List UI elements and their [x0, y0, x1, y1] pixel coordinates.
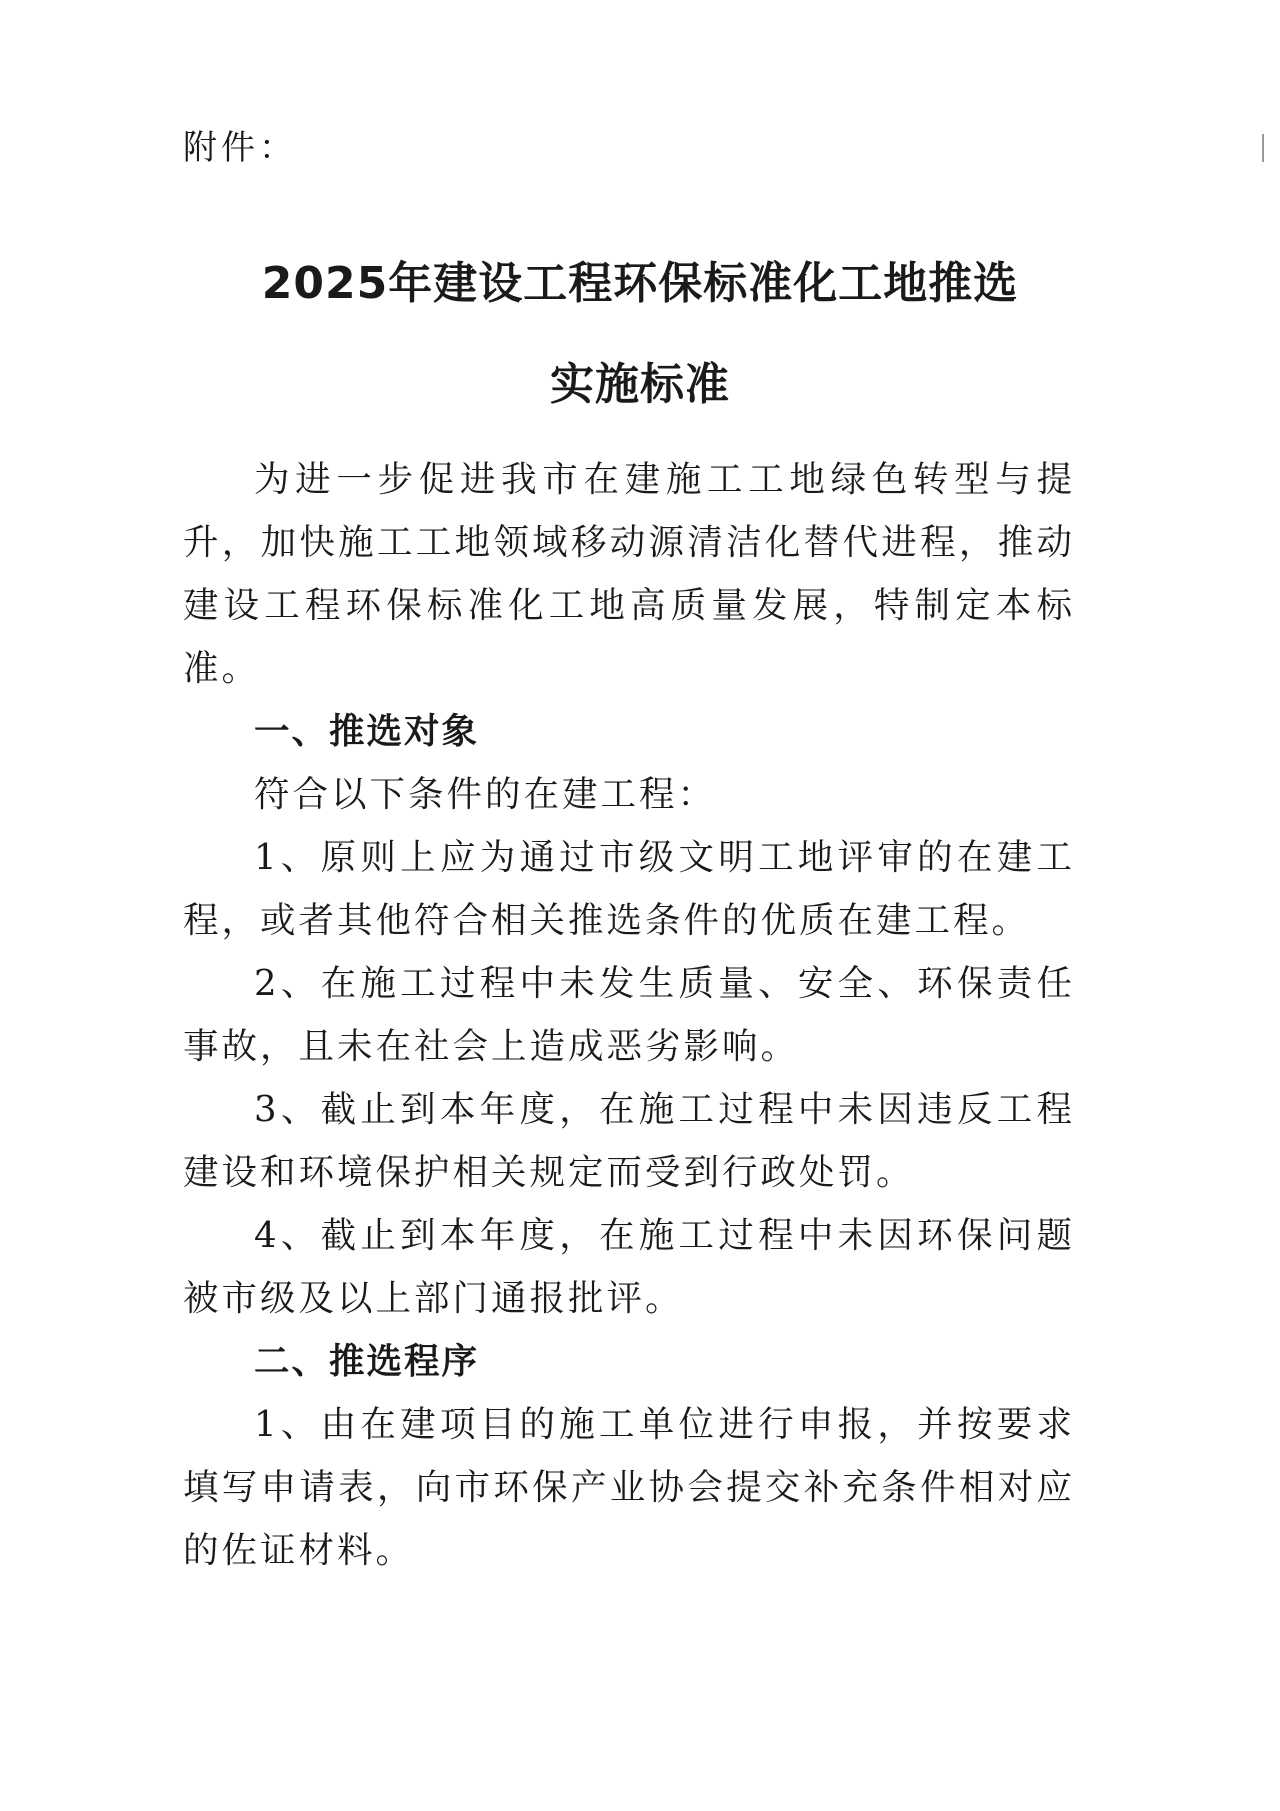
section-1-item-3: 3、截止到本年度，在施工过程中未因违反工程建设和环境保护相关规定而受到行政处罚。: [183, 1089, 1075, 1193]
section-2-item-1: 1、由在建项目的施工单位进行申报，并按要求填写申请表，向市环保产业协会提交补充条件相对应的佐证材料。: [183, 1404, 1075, 1571]
scan-edge-mark: [1262, 134, 1264, 162]
section-1-heading: 一、推选对象: [254, 711, 480, 752]
intro-paragraph: 为进一步促进我市在建施工工地绿色转型与提升，加快施工工地领域移动源清洁化替代进程，推动建设工程环保标准化工地高质量发展，特制定本标准。: [183, 459, 1075, 689]
document-body: [183, 448, 1075, 1582]
document-title-line-1: 2025年建设工程环保标准化工地推选: [261, 258, 1019, 309]
section-1-item-2: 2、在施工过程中未发生质量、安全、环保责任事故，且未在社会上造成恶劣影响。: [183, 963, 1075, 1067]
section-1-item-1: 1、原则上应为通过市级文明工地评审的在建工程，或者其他符合相关推选条件的优质在建工程。: [183, 837, 1075, 941]
section-1-item-4: 4、截止到本年度，在施工过程中未因环保问题被市级及以上部门通报批评。: [183, 1215, 1075, 1319]
section-2-heading: 二、推选程序: [254, 1341, 480, 1382]
document-title-line-2: 实施标准: [550, 359, 730, 410]
attachment-label: 附件：: [183, 128, 297, 168]
section-1-lead: 符合以下条件的在建工程：: [254, 774, 717, 815]
